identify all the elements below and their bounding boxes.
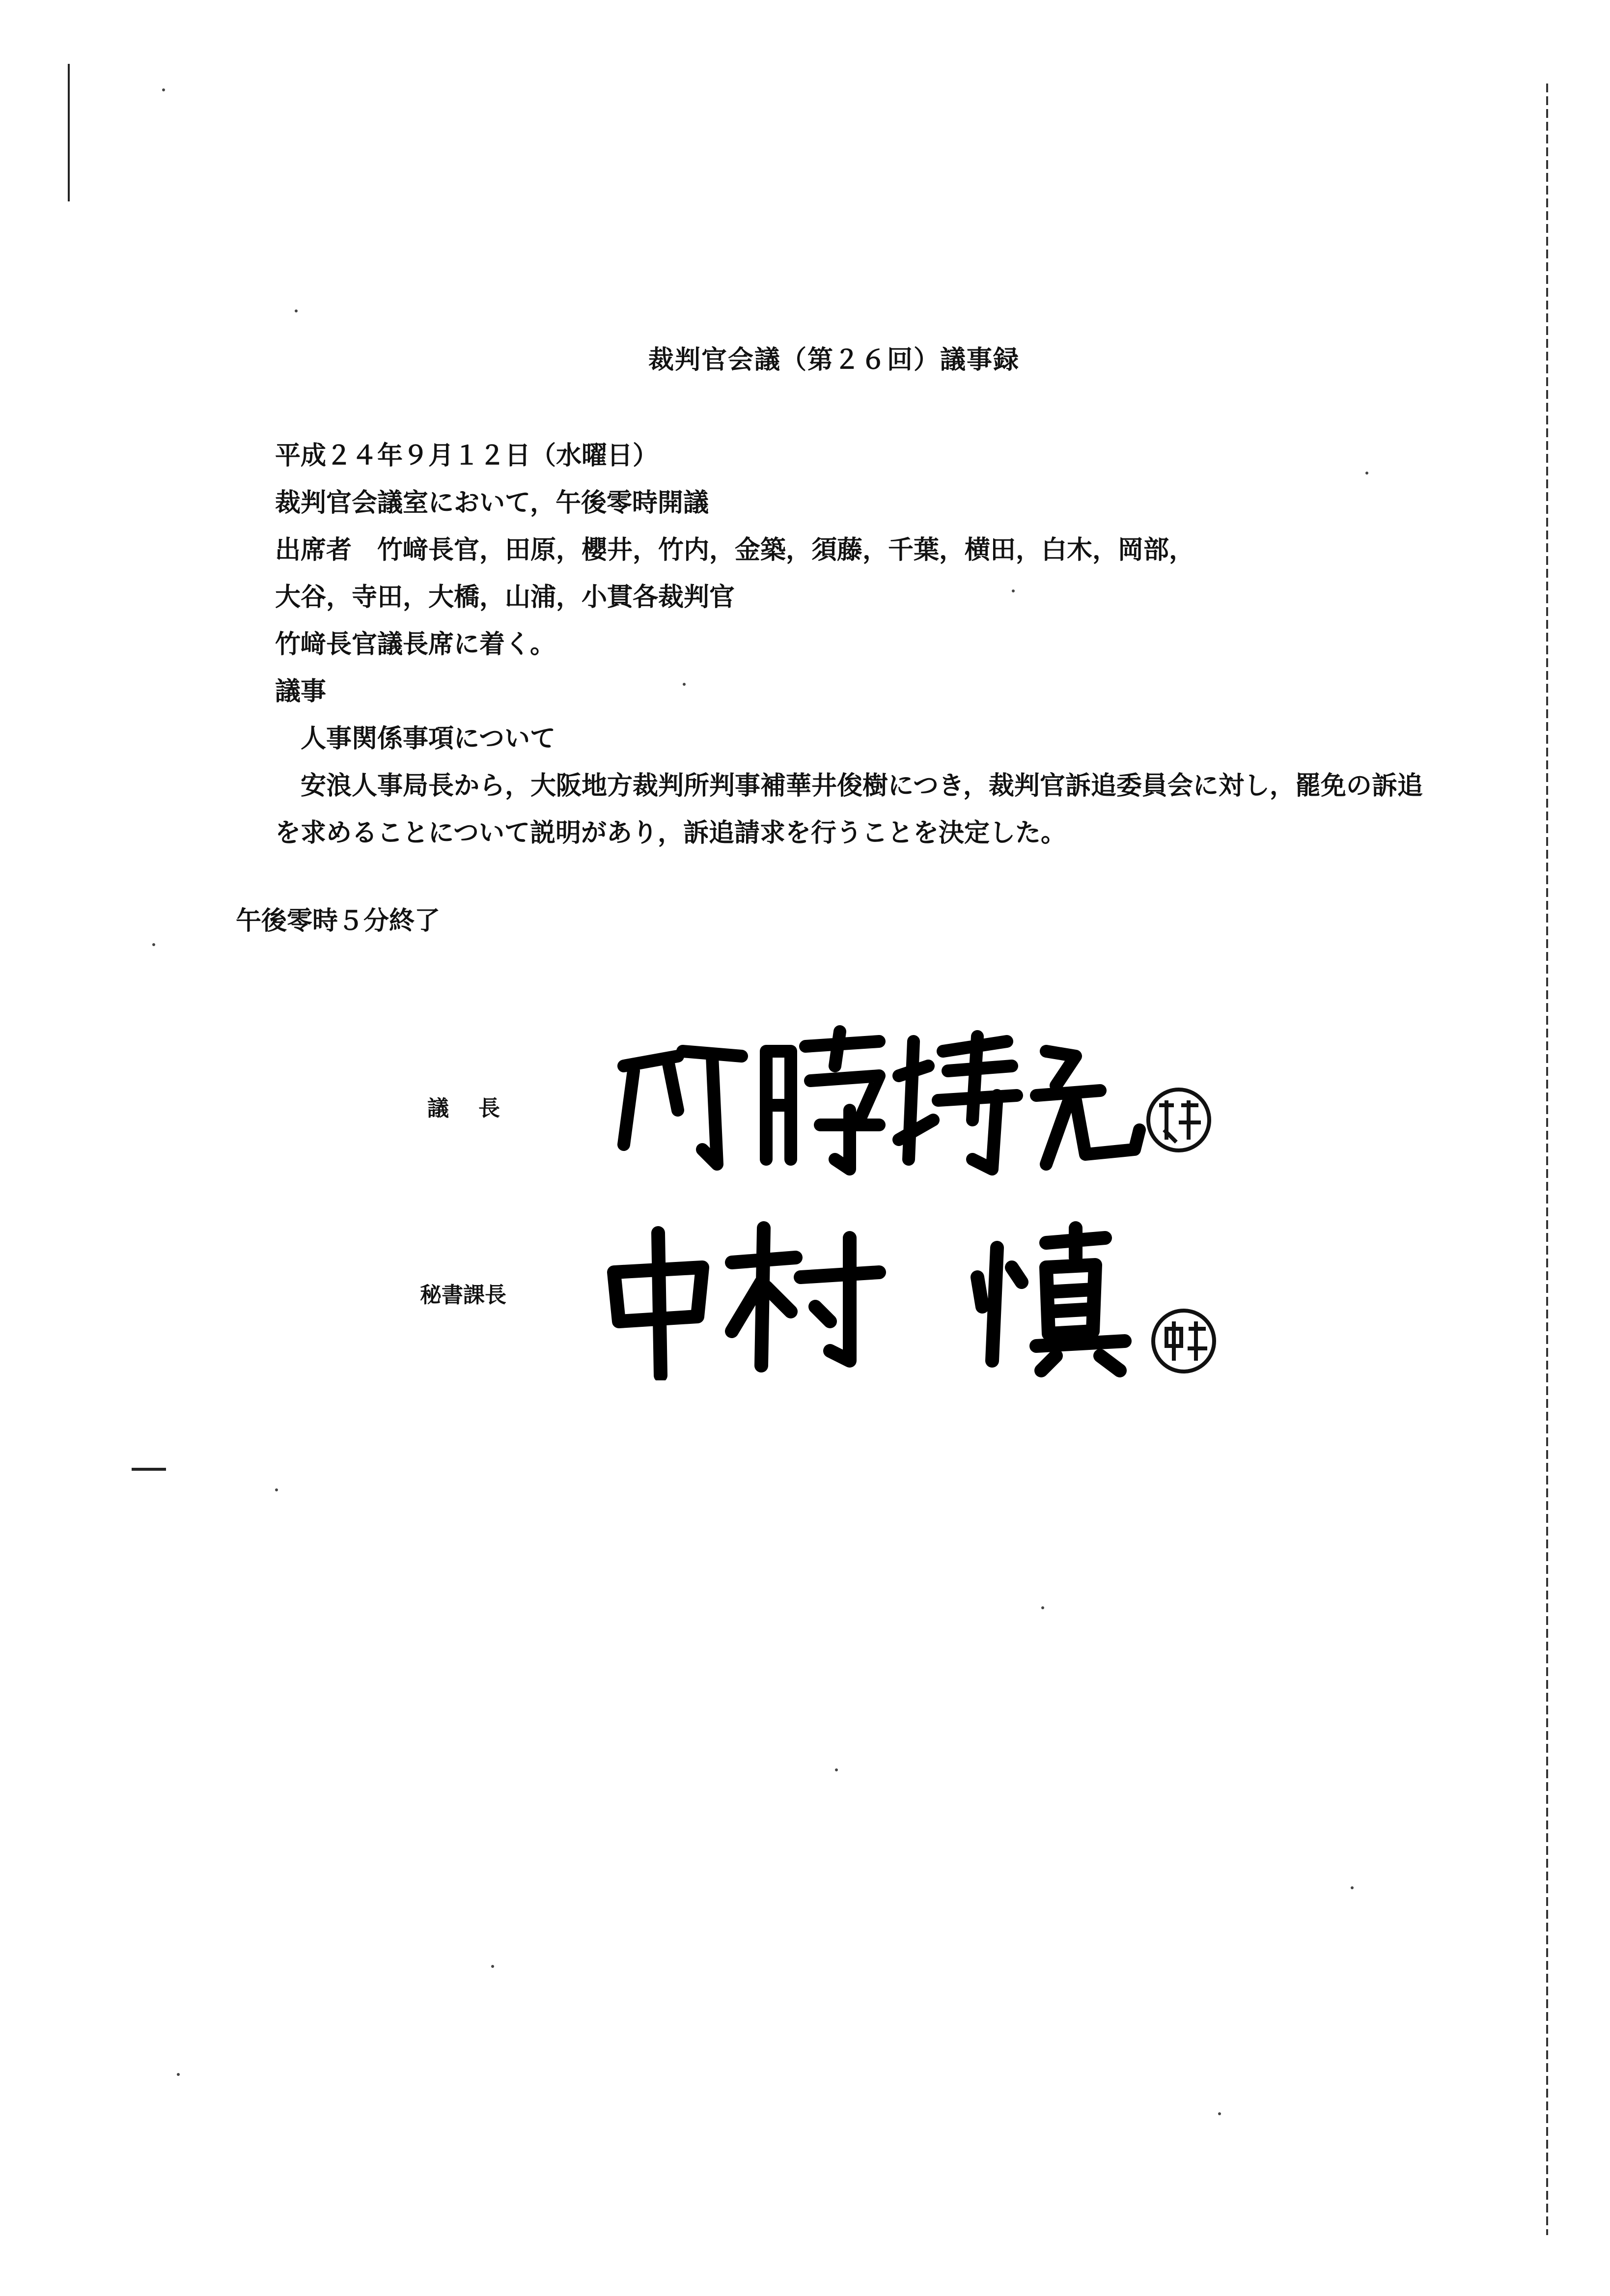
secretary-seal-stamp — [1149, 1307, 1218, 1375]
chair-signature — [604, 1022, 1194, 1184]
chair-statement: 竹﨑長官議長席に着く。 — [275, 630, 555, 659]
attendees-line-2: 大谷，寺田，大橋，山浦，小貫各裁判官 — [275, 583, 735, 612]
chair-seal-stamp — [1144, 1086, 1213, 1154]
scan-speck — [1012, 589, 1015, 592]
scan-speck — [1351, 1886, 1354, 1889]
scan-speck — [683, 683, 686, 686]
scan-border-left — [68, 64, 70, 201]
scan-speck — [1365, 472, 1368, 475]
chair-label: 議長 — [427, 1096, 529, 1121]
scan-speck — [1041, 1606, 1044, 1609]
margin-dash-mark — [132, 1468, 166, 1471]
closing-time: 午後零時５分終了 — [236, 906, 441, 936]
attendees-line-1: 出席者 竹﨑長官，田原，櫻井，竹内，金築，須藤，千葉，横田，白木，岡部， — [275, 535, 1195, 565]
document-title: 裁判官会議（第２６回）議事録 — [648, 345, 1020, 375]
meeting-place-time: 裁判官会議室において，午後零時開議 — [275, 488, 709, 518]
scan-speck — [835, 1768, 838, 1771]
scan-speck — [1218, 2112, 1221, 2115]
agenda-body: 安浪人事局長から，大阪地方裁判所判事補華井俊樹につき，裁判官訴追委員会に対し，罷免の訴追を求めることについて説明があり，訴追請求を行うことを決定した。 — [275, 771, 1423, 848]
minutes-body — [275, 432, 1434, 857]
scan-speck — [491, 1965, 494, 1968]
agenda-item: 人事関係事項について — [301, 724, 555, 754]
agenda-heading: 議事 — [275, 677, 327, 706]
secretary-signature — [604, 1218, 1194, 1380]
scan-border-right — [1546, 84, 1548, 2235]
meeting-date: 平成２４年９月１２日（水曜日） — [275, 441, 659, 471]
scan-speck — [162, 88, 165, 91]
scan-speck — [152, 943, 155, 946]
scan-speck — [177, 2073, 180, 2076]
scan-speck — [275, 1488, 278, 1491]
scan-speck — [295, 309, 298, 312]
secretary-label: 秘書課長 — [420, 1283, 506, 1308]
